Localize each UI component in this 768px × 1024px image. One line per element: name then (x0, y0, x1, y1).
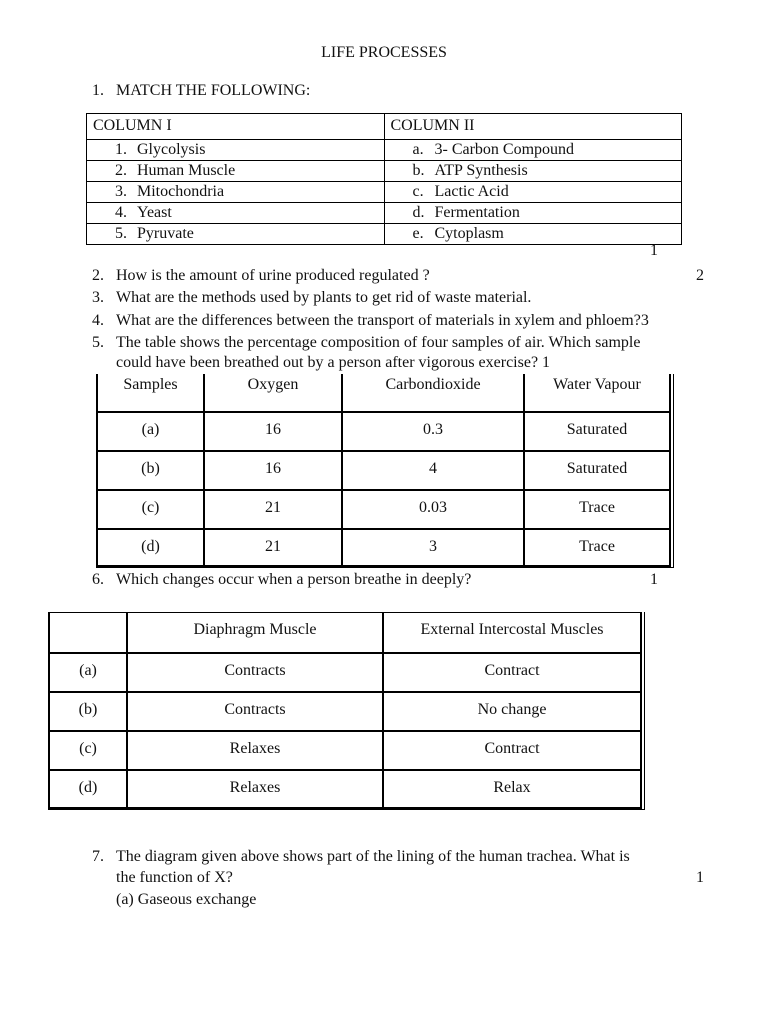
table-cell: 21 (205, 491, 343, 530)
table-row (96, 413, 671, 452)
table-cell: Relaxes (128, 771, 384, 809)
table-header: Samples (96, 374, 205, 413)
table-cell: Contracts (128, 654, 384, 693)
list-item: 4. Yeast (115, 204, 172, 221)
match-cell (87, 224, 385, 245)
table-cell: 16 (205, 452, 343, 491)
table-row (48, 771, 642, 809)
list-item: d. Fermentation (412, 204, 520, 221)
list-item: c. Lactic Acid (412, 183, 509, 200)
table-row (96, 452, 671, 491)
answer-option-a: (a) Gaseous exchange (116, 891, 257, 908)
question-number: 5. (92, 334, 104, 351)
list-item: 3. Mitochondria (115, 183, 225, 200)
table-cell: 4 (343, 452, 525, 491)
table-header: External Intercostal Muscles (384, 612, 642, 654)
table-cell: Contracts (128, 693, 384, 732)
question-number: 6. (92, 571, 104, 588)
table-header: Carbondioxide (343, 374, 525, 413)
question-7 (0, 846, 768, 910)
question-text: What are the differences between the transport of materials in xylem and phloem?3 (116, 312, 649, 329)
question-1 (0, 80, 768, 101)
question-text: The diagram given above shows part of the lining of the human trachea. What is (116, 848, 630, 865)
table-header: Oxygen (205, 374, 343, 413)
table-cell: Contract (384, 654, 642, 693)
table-header: Diaphragm Muscle (128, 612, 384, 654)
question-text: How is the amount of urine produced regulated ? (116, 267, 430, 284)
table-header (48, 612, 128, 654)
question-text: MATCH THE FOLLOWING: (116, 82, 311, 99)
list-item: b. ATP Synthesis (412, 162, 528, 179)
question-text-line-2: could have been breathed out by a person after vigorous exercise? 1 (116, 354, 551, 371)
match-cell (87, 161, 385, 182)
question-text: Which changes occur when a person breathe in deeply? (116, 571, 472, 588)
list-item: 2. Human Muscle (115, 162, 236, 179)
match-cell (384, 224, 682, 245)
table-cell: (a) (48, 654, 128, 693)
match-cell (87, 140, 385, 161)
question-number: 7. (92, 848, 104, 865)
table-row (48, 732, 642, 771)
table-cell: Contract (384, 732, 642, 771)
question-text-line-2: the function of X? (116, 869, 233, 886)
list-item: a. 3- Carbon Compound (412, 141, 575, 158)
column-2-header: COLUMN II (384, 114, 682, 140)
table-header: Water Vapour (525, 374, 671, 413)
question-4 (0, 310, 768, 331)
table-cell: Relax (384, 771, 642, 809)
table-cell: 0.3 (343, 413, 525, 452)
table-cell: (b) (96, 452, 205, 491)
question-3 (0, 287, 768, 308)
question-5 (0, 332, 768, 374)
list-item: 1. Glycolysis (115, 141, 206, 158)
list-item: e. Cytoplasm (412, 225, 504, 242)
match-cell (87, 203, 385, 224)
table-cell: (a) (96, 413, 205, 452)
table-cell: (d) (48, 771, 128, 809)
page-title: LIFE PROCESSES (321, 44, 447, 61)
match-table (86, 113, 682, 245)
table-row (48, 654, 642, 693)
match-cell (87, 182, 385, 203)
table-cell: 16 (205, 413, 343, 452)
table-cell: 3 (343, 530, 525, 567)
match-cell (384, 182, 682, 203)
question-6 (0, 569, 768, 590)
marks-label: 1 (650, 571, 658, 588)
table-row (96, 530, 671, 567)
table-cell: Saturated (525, 452, 671, 491)
table-cell: Saturated (525, 413, 671, 452)
table-cell: (d) (96, 530, 205, 567)
match-cell (384, 203, 682, 224)
match-cell (384, 161, 682, 182)
marks-label: 1 (650, 242, 658, 259)
question-number: 1. (92, 82, 104, 99)
match-cell (384, 140, 682, 161)
question-2 (0, 265, 768, 286)
question-number: 4. (92, 312, 104, 329)
marks-label: 2 (696, 267, 704, 284)
air-composition-table (96, 374, 671, 567)
question-number: 2. (92, 267, 104, 284)
table-row (48, 693, 642, 732)
breathing-muscles-table (48, 612, 642, 809)
table-cell: (b) (48, 693, 128, 732)
table-cell: 21 (205, 530, 343, 567)
marks-label: 1 (696, 869, 704, 886)
table-cell: (c) (96, 491, 205, 530)
table-cell: Relaxes (128, 732, 384, 771)
question-number: 3. (92, 289, 104, 306)
table-row (96, 491, 671, 530)
question-text: What are the methods used by plants to get rid of waste material. (116, 289, 532, 306)
column-1-header: COLUMN I (87, 114, 385, 140)
question-text: The table shows the percentage composition of four samples of air. Which sample (116, 334, 641, 351)
table-cell: Trace (525, 530, 671, 567)
table-cell: Trace (525, 491, 671, 530)
list-item: 5. Pyruvate (115, 225, 194, 242)
table-cell: No change (384, 693, 642, 732)
table-cell: 0.03 (343, 491, 525, 530)
table-cell: (c) (48, 732, 128, 771)
